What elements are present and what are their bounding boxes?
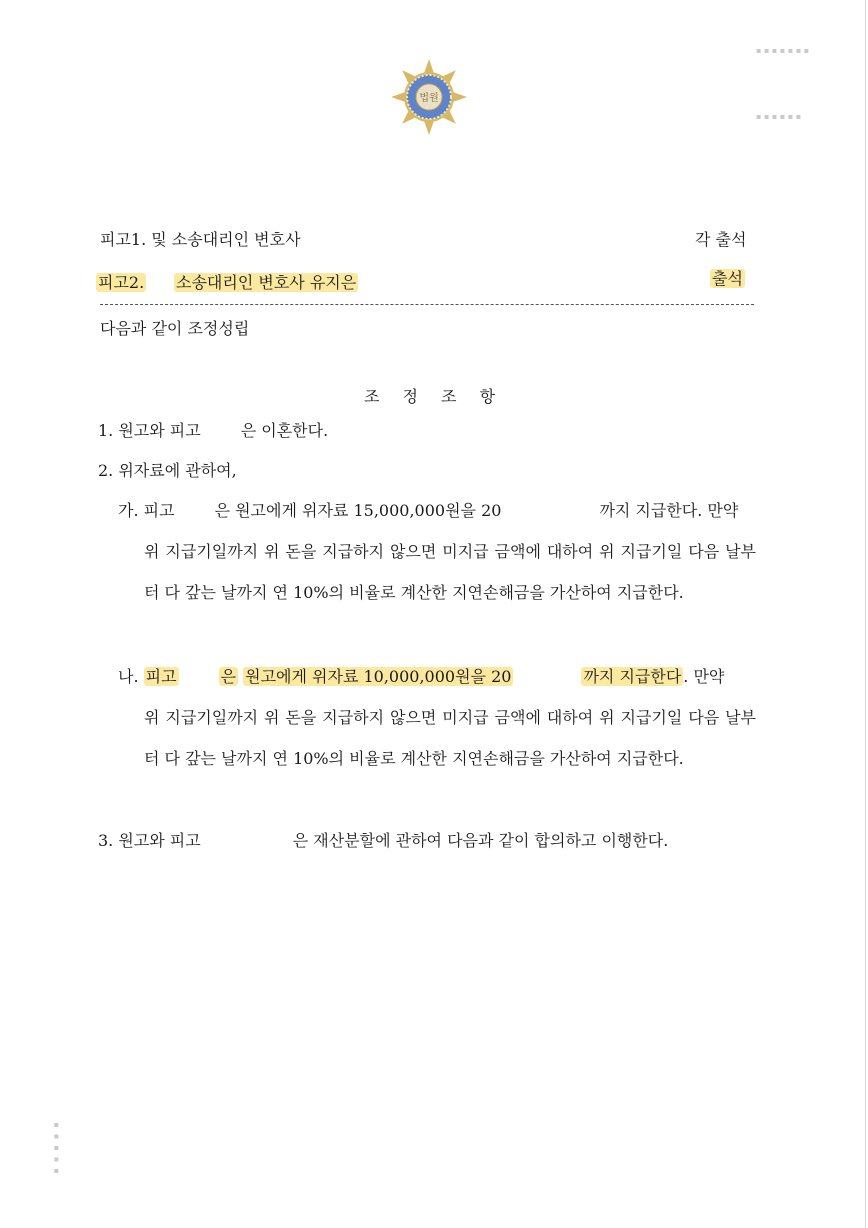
clause-2-na-defendant: 피고 xyxy=(145,667,177,686)
clause-2-ga-mid: 은 원고에게 위자료 15,000,000원을 20 xyxy=(214,501,502,520)
attendance-status-2-text: 출석 xyxy=(712,269,743,288)
clause-2-ga-marker: 가. xyxy=(118,501,139,520)
clause-3 xyxy=(98,830,668,852)
section-title: 조 정 조 항 xyxy=(363,387,505,406)
section-divider xyxy=(100,304,754,305)
intro-text: 다음과 같이 조정성립 xyxy=(100,319,250,338)
court-seal-icon xyxy=(390,58,468,136)
scan-artifact: ▪ ▪ ▪ ▪ ▪ ▪ ▪ xyxy=(756,46,810,55)
clause-2-ga-body: 위 지급기일까지 위 돈을 지급하지 않으면 미지급 금액에 대하여 위 지급기일 다음 날부터 다 갚는 날까지 연 10%의 비율로 계산한 지연손해금을 가산하여 지급한다. xyxy=(144,542,756,602)
attendance-counsel-name-2: 소송대리인 변호사 유지은 xyxy=(176,273,357,292)
attendance-status-2 xyxy=(710,268,745,290)
attendance-defendant-2: 피고2. xyxy=(98,273,145,292)
clause-1 xyxy=(98,420,328,442)
scan-artifact: ▪ ▪ ▪ ▪ ▪ xyxy=(52,1120,61,1176)
page-edge xyxy=(865,0,866,1228)
attendance-counsel-2 xyxy=(174,272,358,294)
clause-2-na-end: 까지 지급한다 xyxy=(583,667,682,686)
clause-2-ga-defendant: 피고 xyxy=(143,501,175,520)
seal-label: 법원 xyxy=(419,93,439,104)
clause-3-a: 3. 원고와 피고 xyxy=(98,831,201,850)
attendance-status-1: 각 출석 xyxy=(695,230,747,249)
attendance-party-2 xyxy=(96,272,146,294)
clause-1-a: 1. 원고와 피고 xyxy=(98,421,201,440)
clause-2-na-mid: 원고에게 위자료 10,000,000원을 20 xyxy=(245,667,512,686)
attendance-party-1: 피고1. 및 소송대리인 변호사 xyxy=(100,230,301,249)
clause-3-b: 은 재산분할에 관하여 다음과 같이 합의하고 이행한다. xyxy=(292,831,669,850)
clause-2-ga-end: 까지 지급한다. 만약 xyxy=(599,501,739,520)
clause-2-na-particle: 은 xyxy=(220,667,237,686)
clause-1-b: 은 이혼한다. xyxy=(240,421,329,440)
clause-2-na-body: 위 지급기일까지 위 돈을 지급하지 않으면 미지급 금액에 대하여 위 지급기일 다음 날부터 다 갚는 날까지 연 10%의 비율로 계산한 지연손해금을 가산하여 지급한다. xyxy=(144,708,756,768)
clause-2-na-tail: . 만약 xyxy=(683,667,725,686)
clause-2-heading: 2. 위자료에 관하여, xyxy=(98,461,237,480)
clause-2-ga-first-line xyxy=(118,500,738,522)
clause-2-na-first-line xyxy=(118,666,724,688)
clause-2-na-marker: 나. xyxy=(118,667,139,686)
scan-artifact: ▪ ▪ ▪ ▪ ▪ ▪ xyxy=(756,112,802,121)
